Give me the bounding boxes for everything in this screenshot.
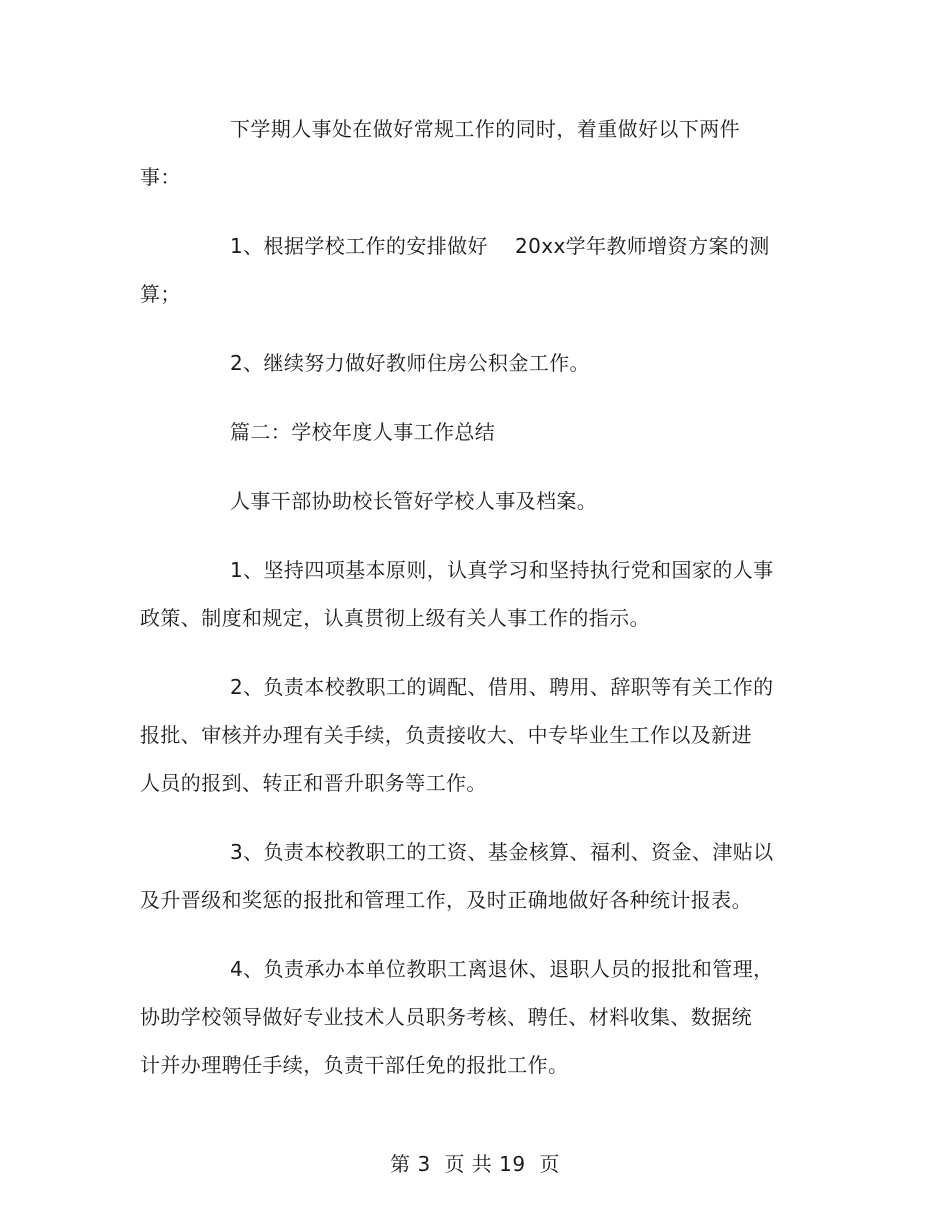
paragraph-line: 下学期人事处在做好常规工作的同时，着重做好以下两件: [230, 117, 740, 141]
section-heading: 篇二：学校年度人事工作总结: [230, 420, 496, 444]
paragraph-line: 事：: [140, 165, 181, 189]
paragraph-line: 政策、制度和规定，认真贯彻上级有关人事工作的指示。: [140, 606, 650, 630]
paragraph-line: 2、负责本校教职工的调配、借用、聘用、辞职等有关工作的: [230, 675, 774, 699]
paragraph-line: 及升晋级和奖惩的报批和管理工作，及时正确地做好各种统计报表。: [140, 888, 752, 912]
paragraph-line: 1、坚持四项基本原则，认真学习和坚持执行党和国家的人事: [230, 558, 774, 582]
paragraph-line: 人员的报到、转正和晋升职务等工作。: [140, 771, 487, 795]
page-number-footer: 第 3 页 共 19 页: [390, 1152, 560, 1176]
paragraph-line: 4、负责承办本单位教职工离退休、退职人员的报批和管理，: [230, 957, 774, 981]
paragraph-line: 协助学校领导做好专业技术人员职务考核、聘任、材料收集、数据统: [140, 1005, 752, 1029]
paragraph-line: 2、继续努力做好教师住房公积金工作。: [230, 351, 590, 375]
paragraph-line: 人事干部协助校长管好学校人事及档案。: [230, 489, 598, 513]
paragraph-line: 算；: [140, 282, 181, 306]
paragraph-line: 计并办理聘任手续，负责干部任免的报批工作。: [140, 1053, 569, 1077]
paragraph-line: 报批、审核并办理有关手续，负责接收大、中专毕业生工作以及新进: [140, 723, 752, 747]
paragraph-line: 1、根据学校工作的安排做好 20xx学年教师增资方案的测: [230, 234, 770, 258]
paragraph-line: 3、负责本校教职工的工资、基金核算、福利、资金、津贴以: [230, 840, 774, 864]
